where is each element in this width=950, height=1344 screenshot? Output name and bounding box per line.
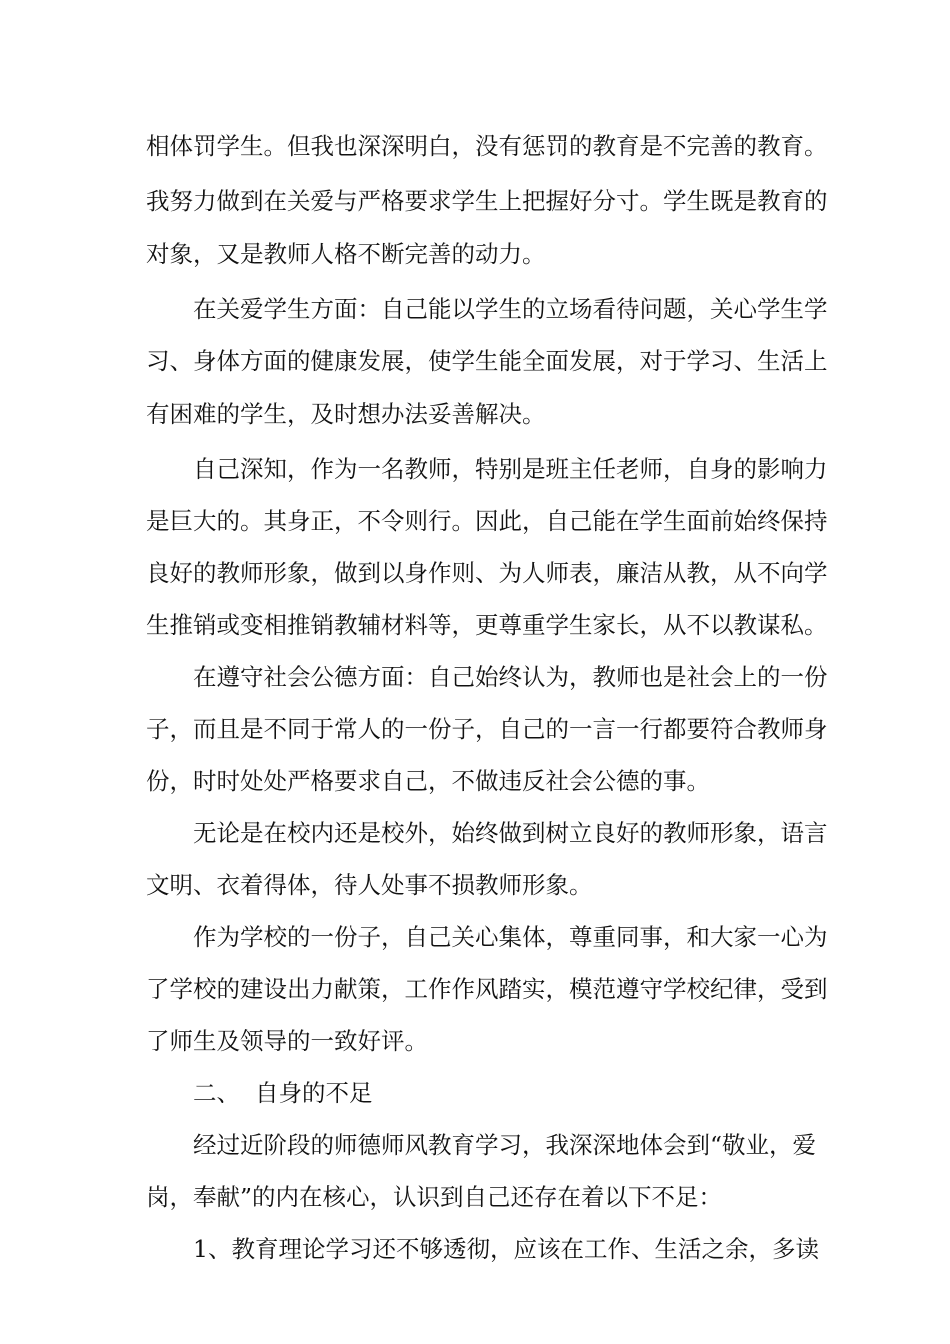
text-line: 有困难的学生，及时想办法妥善解决。 bbox=[146, 400, 546, 428]
text-line: 1、教育理论学习还不够透彻，应该在工作、生活之余，多读 bbox=[193, 1235, 819, 1263]
text-line: 了学校的建设出力献策，工作作风踏实，模范遵守学校纪律，受到 bbox=[146, 975, 828, 1003]
text-line: 相体罚学生。但我也深深明白，没有惩罚的教育是不完善的教育。 bbox=[146, 132, 828, 160]
text-line: 经过近阶段的师德师风教育学习，我深深地体会到“敬业，爱 bbox=[193, 1131, 817, 1159]
text-line: 良好的教师形象，做到以身作则、为人师表，廉洁从教，从不向学 bbox=[146, 559, 828, 587]
text-line: 自己深知，作为一名教师，特别是班主任老师，自身的影响力 bbox=[193, 455, 828, 483]
text-line: 是巨大的。其身正，不令则行。因此，自己能在学生面前始终保持 bbox=[146, 507, 828, 535]
text-line: 份，时时处处严格要求自己，不做违反社会公德的事。 bbox=[146, 767, 710, 795]
text-line: 无论是在校内还是校外，始终做到树立良好的教师形象，语言 bbox=[193, 819, 828, 847]
text-line: 岗，奉献”的内在核心，认识到自己还存在着以下不足： bbox=[146, 1183, 723, 1211]
text-line: 在关爱学生方面：自己能以学生的立场看待问题，关心学生学 bbox=[193, 295, 828, 323]
text-line: 了师生及领导的一致好评。 bbox=[146, 1027, 428, 1055]
text-line: 我努力做到在关爱与严格要求学生上把握好分寸。学生既是教育的 bbox=[146, 187, 828, 215]
text-line: 子，而且是不同于常人的一份子，自己的一言一行都要符合教师身 bbox=[146, 715, 828, 743]
text-line: 生推销或变相推销教辅材料等，更尊重学生家长，从不以教谋私。 bbox=[146, 611, 828, 639]
text-line: 在遵守社会公德方面：自己始终认为，教师也是社会上的一份 bbox=[193, 663, 828, 691]
section-heading: 二、 自身的不足 bbox=[193, 1079, 373, 1107]
text-line: 习、身体方面的健康发展，使学生能全面发展，对于学习、生活上 bbox=[146, 347, 828, 375]
text-line: 作为学校的一份子，自己关心集体，尊重同事，和大家一心为 bbox=[193, 923, 828, 951]
text-line: 对象，又是教师人格不断完善的动力。 bbox=[146, 240, 546, 268]
text-line: 文明、衣着得体，待人处事不损教师形象。 bbox=[146, 871, 593, 899]
